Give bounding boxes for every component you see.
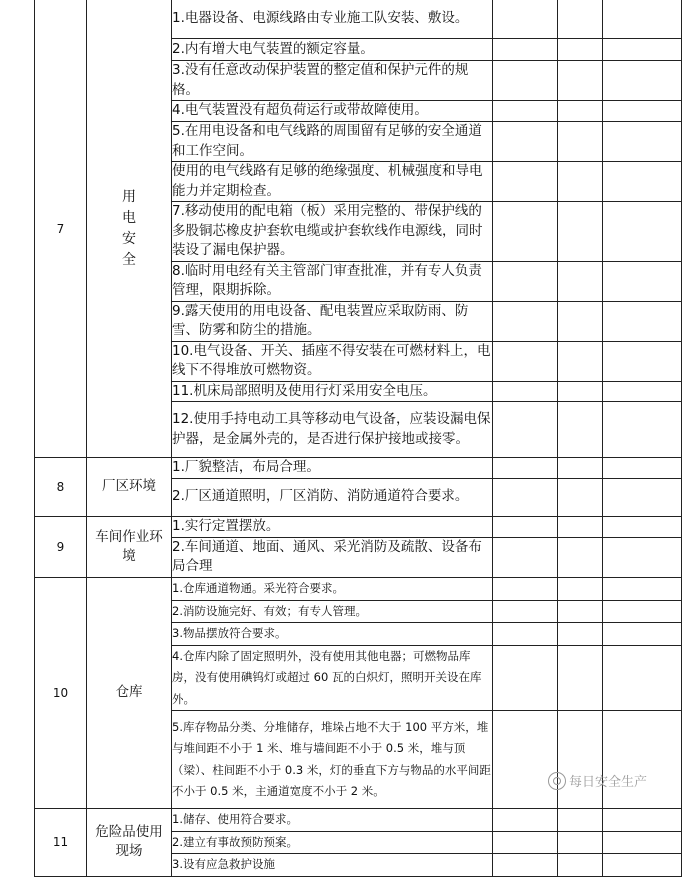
table-row: [35, 809, 682, 832]
check-item: 7.移动使用的配电箱（板）采用完整的、带保护线的多股铜芯橡皮护套软电缆或护套软线作电源线，同时装设了漏电保护器。: [172, 202, 493, 262]
check-item: 1.厂貌整洁，布局合理。: [172, 458, 493, 479]
section-category: 厂区环境: [87, 458, 172, 517]
remark-cell: [603, 381, 682, 402]
score-cell: [558, 39, 603, 61]
result-cell: [493, 0, 558, 39]
table-row: [35, 0, 682, 39]
result-cell: [493, 101, 558, 122]
score-cell: [558, 809, 603, 832]
result-cell: [493, 402, 558, 458]
result-cell: [493, 645, 558, 711]
remark-cell: [603, 61, 682, 101]
check-item: 2.消防设施完好、有效；有专人管理。: [172, 600, 493, 623]
score-cell: [558, 261, 603, 301]
section-number: 11: [35, 809, 87, 877]
check-item: 3.没有任意改动保护装置的整定值和保护元件的规格。: [172, 61, 493, 101]
score-cell: [558, 711, 603, 809]
remark-cell: [603, 301, 682, 341]
result-cell: [493, 831, 558, 854]
check-item: 2.车间通道、地面、通风、采光消防及疏散、设备布局合理: [172, 537, 493, 577]
result-cell: [493, 162, 558, 202]
result-cell: [493, 600, 558, 623]
remark-cell: [603, 458, 682, 479]
check-item: 使用的电气线路有足够的绝缘强度、机械强度和导电能力并定期检查。: [172, 162, 493, 202]
result-cell: [493, 854, 558, 877]
score-cell: [558, 381, 603, 402]
score-cell: [558, 600, 603, 623]
check-item: 2.厂区通道照明，厂区消防、消防通道符合要求。: [172, 478, 493, 516]
score-cell: [558, 61, 603, 101]
section-category: 用电安全: [87, 0, 172, 458]
remark-cell: [603, 202, 682, 262]
score-cell: [558, 577, 603, 600]
score-cell: [558, 101, 603, 122]
score-cell: [558, 162, 603, 202]
section-category: 车间作业环境: [87, 516, 172, 577]
remark-cell: [603, 101, 682, 122]
result-cell: [493, 61, 558, 101]
section-number: 7: [35, 0, 87, 458]
result-cell: [493, 301, 558, 341]
remark-cell: [603, 478, 682, 516]
remark-cell: [603, 402, 682, 458]
result-cell: [493, 577, 558, 600]
score-cell: [558, 402, 603, 458]
check-item: 9.露天使用的用电设备、配电装置应采取防雨、防雪、防雾和防尘的措施。: [172, 301, 493, 341]
remark-cell: [603, 261, 682, 301]
result-cell: [493, 537, 558, 577]
result-cell: [493, 341, 558, 381]
score-cell: [558, 202, 603, 262]
result-cell: [493, 623, 558, 646]
remark-cell: [603, 600, 682, 623]
section-category: 仓库: [87, 577, 172, 809]
remark-cell: [603, 854, 682, 877]
remark-cell: [603, 537, 682, 577]
result-cell: [493, 39, 558, 61]
check-item: 12.使用手持电动工具等移动电气设备，应装设漏电保护器，是金属外壳的，是否进行保护接地或接零。: [172, 402, 493, 458]
score-cell: [558, 0, 603, 39]
check-item: 3.设有应急救护设施: [172, 854, 493, 877]
check-item: 5.在用电设备和电气线路的周围留有足够的安全通道和工作空间。: [172, 122, 493, 162]
result-cell: [493, 122, 558, 162]
inspection-table: [34, 0, 682, 877]
remark-cell: [603, 577, 682, 600]
remark-cell: [603, 831, 682, 854]
section-number: 9: [35, 516, 87, 577]
score-cell: [558, 341, 603, 381]
check-item: 1.仓库通道物通。采光符合要求。: [172, 577, 493, 600]
score-cell: [558, 301, 603, 341]
check-item: 3.物品摆放符合要求。: [172, 623, 493, 646]
watermark: [548, 771, 647, 790]
remark-cell: [603, 162, 682, 202]
section-number: 8: [35, 458, 87, 517]
check-item: 4.仓库内除了固定照明外，没有使用其他电器；可燃物品库房，没有使用碘钨灯或超过 60 瓦的白炽灯，照明开关设在库外。: [172, 645, 493, 711]
result-cell: [493, 458, 558, 479]
remark-cell: [603, 623, 682, 646]
result-cell: [493, 516, 558, 537]
check-item: 11.机床局部照明及使用行灯采用安全电压。: [172, 381, 493, 402]
result-cell: [493, 478, 558, 516]
remark-cell: [603, 341, 682, 381]
remark-cell: [603, 516, 682, 537]
remark-cell: [603, 809, 682, 832]
wechat-channel-icon: [548, 772, 566, 790]
result-cell: [493, 261, 558, 301]
check-item: 4.电气装置没有超负荷运行或带故障使用。: [172, 101, 493, 122]
score-cell: [558, 623, 603, 646]
score-cell: [558, 122, 603, 162]
score-cell: [558, 645, 603, 711]
remark-cell: [603, 122, 682, 162]
score-cell: [558, 516, 603, 537]
section-category: 危险品使用现场: [87, 809, 172, 877]
remark-cell: [603, 0, 682, 39]
score-cell: [558, 537, 603, 577]
remark-cell: [603, 711, 682, 809]
result-cell: [493, 809, 558, 832]
check-item: 2.建立有事故预防预案。: [172, 831, 493, 854]
section-number: 10: [35, 577, 87, 809]
score-cell: [558, 478, 603, 516]
remark-cell: [603, 645, 682, 711]
check-item: 1.储存、使用符合要求。: [172, 809, 493, 832]
remark-cell: [603, 39, 682, 61]
check-item: 8.临时用电经有关主管部门审查批准，并有专人负责管理，限期拆除。: [172, 261, 493, 301]
score-cell: [558, 854, 603, 877]
result-cell: [493, 202, 558, 262]
watermark-text: 每日安全生产: [569, 775, 648, 790]
table-row: [35, 458, 682, 479]
result-cell: [493, 381, 558, 402]
score-cell: [558, 458, 603, 479]
check-item: 5.库存物品分类、分堆储存，堆垛占地不大于 100 平方米，堆与堆间距不小于 1 米、堆与墙间距不小于 0.5 米，堆与顶（梁）、柱间距不小于 0.3 米，灯的垂直下方与物品的水平间距不小于 0.5 米，主通道宽度不小于 2 米。: [172, 711, 493, 809]
result-cell: [493, 711, 558, 809]
check-item: 1.实行定置摆放。: [172, 516, 493, 537]
check-item: 10.电气设备、开关、插座不得安装在可燃材料上，电线下不得堆放可燃物资。: [172, 341, 493, 381]
check-item: 2.内有增大电气装置的额定容量。: [172, 39, 493, 61]
score-cell: [558, 831, 603, 854]
table-row: [35, 577, 682, 600]
check-item: 1.电器设备、电源线路由专业施工队安装、敷设。: [172, 0, 493, 39]
table-row: [35, 516, 682, 537]
